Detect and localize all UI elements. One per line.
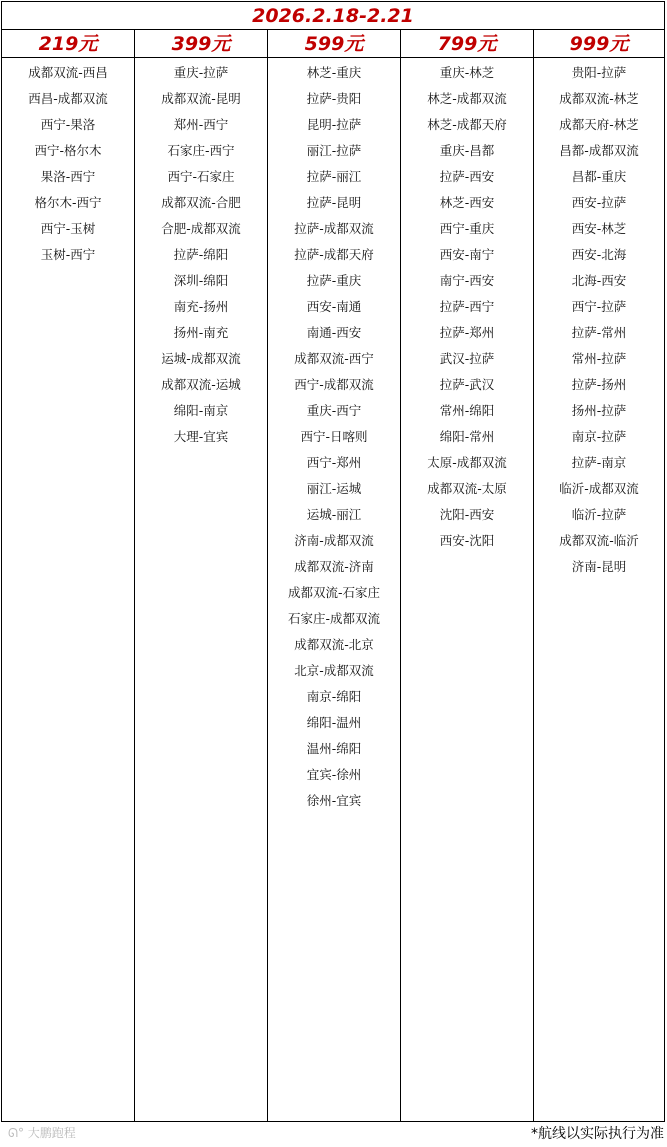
route-item: 拉萨-西安 xyxy=(439,169,495,184)
route-item: 深圳-绵阳 xyxy=(173,273,229,288)
route-item: 西安-沈阳 xyxy=(439,533,495,548)
route-item: 西安-拉萨 xyxy=(571,195,627,210)
route-item: 西宁-玉树 xyxy=(40,221,96,236)
price-column xyxy=(2,30,135,1121)
route-item: 宜宾-徐州 xyxy=(306,767,362,782)
route-item: 成都双流-西昌 xyxy=(28,65,108,80)
fare-table xyxy=(1,1,665,1122)
route-item: 西宁-日喀则 xyxy=(300,429,368,444)
route-item: 拉萨-郑州 xyxy=(439,325,495,340)
price-header: 399元 xyxy=(135,30,267,58)
route-item: 扬州-拉萨 xyxy=(571,403,627,418)
route-item: 石家庄-成都双流 xyxy=(287,611,380,626)
route-list xyxy=(2,58,134,268)
route-item: 拉萨-南京 xyxy=(571,455,627,470)
route-item: 玉树-西宁 xyxy=(40,247,96,262)
price-header: 599元 xyxy=(268,30,400,58)
route-item: 果洛-西宁 xyxy=(40,169,96,184)
route-item: 昌都-重庆 xyxy=(571,169,627,184)
route-item: 武汉-拉萨 xyxy=(439,351,495,366)
route-item: 常州-绵阳 xyxy=(439,403,495,418)
route-item: 南通-西安 xyxy=(306,325,362,340)
route-list xyxy=(268,58,400,814)
route-item: 丽江-拉萨 xyxy=(306,143,362,158)
route-item: 温州-绵阳 xyxy=(306,741,362,756)
route-item: 西安-南宁 xyxy=(439,247,495,262)
route-item: 常州-拉萨 xyxy=(571,351,627,366)
route-item: 成都双流-北京 xyxy=(294,637,374,652)
route-item: 拉萨-昆明 xyxy=(306,195,362,210)
route-item: 南京-绵阳 xyxy=(306,689,362,704)
route-item: 西安-林芝 xyxy=(571,221,627,236)
route-item: 西宁-石家庄 xyxy=(167,169,235,184)
logo-text: 大鹏跑程 xyxy=(27,1126,76,1140)
route-item: 林芝-西安 xyxy=(439,195,495,210)
route-item: 重庆-拉萨 xyxy=(173,65,229,80)
route-item: 北海-西安 xyxy=(571,273,627,288)
route-item: 西宁-拉萨 xyxy=(571,299,627,314)
price-header: 799元 xyxy=(401,30,533,58)
route-item: 贵阳-拉萨 xyxy=(571,65,627,80)
price-column xyxy=(135,30,268,1121)
logo-icon: ᘏ° xyxy=(8,1126,24,1140)
route-item: 临沂-拉萨 xyxy=(571,507,627,522)
route-item: 成都双流-合肥 xyxy=(161,195,241,210)
route-item: 临沂-成都双流 xyxy=(559,481,639,496)
route-item: 西宁-成都双流 xyxy=(294,377,374,392)
disclaimer-note: *航线以实际执行为准 xyxy=(531,1126,664,1142)
price-column xyxy=(268,30,401,1121)
route-item: 昌都-成都双流 xyxy=(559,143,639,158)
watermark-logo xyxy=(8,1125,76,1141)
route-list xyxy=(135,58,267,450)
route-item: 重庆-林芝 xyxy=(439,65,495,80)
route-item: 林芝-成都天府 xyxy=(427,117,507,132)
route-item: 拉萨-绵阳 xyxy=(173,247,229,262)
route-item: 南宁-西安 xyxy=(439,273,495,288)
route-item: 西安-北海 xyxy=(571,247,627,262)
route-item: 郑州-西宁 xyxy=(173,117,229,132)
price-header: 219元 xyxy=(2,30,134,58)
price-columns xyxy=(2,30,664,1121)
route-item: 南京-拉萨 xyxy=(571,429,627,444)
route-item: 成都双流-西宁 xyxy=(294,351,374,366)
route-item: 拉萨-武汉 xyxy=(439,377,495,392)
route-item: 西宁-重庆 xyxy=(439,221,495,236)
price-header: 999元 xyxy=(534,30,664,58)
route-item: 太原-成都双流 xyxy=(427,455,507,470)
route-item: 绵阳-常州 xyxy=(439,429,495,444)
route-item: 成都双流-林芝 xyxy=(559,91,639,106)
route-item: 拉萨-西宁 xyxy=(439,299,495,314)
route-item: 扬州-南充 xyxy=(173,325,229,340)
route-list xyxy=(401,58,533,554)
route-item: 成都双流-临沂 xyxy=(559,533,639,548)
route-item: 重庆-西宁 xyxy=(306,403,362,418)
route-item: 拉萨-重庆 xyxy=(306,273,362,288)
route-item: 成都天府-林芝 xyxy=(559,117,639,132)
route-item: 绵阳-南京 xyxy=(173,403,229,418)
route-item: 合肥-成都双流 xyxy=(161,221,241,236)
route-item: 成都双流-昆明 xyxy=(161,91,241,106)
route-item: 沈阳-西安 xyxy=(439,507,495,522)
price-column xyxy=(534,30,664,1121)
route-item: 拉萨-成都天府 xyxy=(294,247,374,262)
route-item: 石家庄-西宁 xyxy=(167,143,235,158)
route-item: 格尔木-西宁 xyxy=(34,195,102,210)
route-item: 西宁-果洛 xyxy=(40,117,96,132)
route-item: 成都双流-太原 xyxy=(427,481,507,496)
route-item: 西安-南通 xyxy=(306,299,362,314)
route-item: 济南-昆明 xyxy=(571,559,627,574)
date-range-title: 2026.2.18-2.21 xyxy=(2,2,664,30)
route-item: 成都双流-石家庄 xyxy=(287,585,380,600)
route-item: 昆明-拉萨 xyxy=(306,117,362,132)
route-item: 西宁-格尔木 xyxy=(34,143,102,158)
route-item: 西昌-成都双流 xyxy=(28,91,108,106)
route-item: 丽江-运城 xyxy=(306,481,362,496)
route-item: 大理-宜宾 xyxy=(173,429,229,444)
route-item: 拉萨-扬州 xyxy=(571,377,627,392)
route-item: 林芝-重庆 xyxy=(306,65,362,80)
route-item: 拉萨-丽江 xyxy=(306,169,362,184)
route-item: 重庆-昌都 xyxy=(439,143,495,158)
route-item: 拉萨-贵阳 xyxy=(306,91,362,106)
route-item: 南充-扬州 xyxy=(173,299,229,314)
price-column xyxy=(401,30,534,1121)
route-item: 成都双流-济南 xyxy=(294,559,374,574)
route-item: 林芝-成都双流 xyxy=(427,91,507,106)
route-item: 西宁-郑州 xyxy=(306,455,362,470)
route-item: 运城-丽江 xyxy=(306,507,362,522)
route-item: 拉萨-常州 xyxy=(571,325,627,340)
route-item: 绵阳-温州 xyxy=(306,715,362,730)
route-item: 成都双流-运城 xyxy=(161,377,241,392)
route-item: 济南-成都双流 xyxy=(294,533,374,548)
route-item: 运城-成都双流 xyxy=(161,351,241,366)
route-list xyxy=(534,58,664,580)
route-item: 北京-成都双流 xyxy=(294,663,374,678)
route-item: 徐州-宜宾 xyxy=(306,793,362,808)
route-item: 拉萨-成都双流 xyxy=(294,221,374,236)
